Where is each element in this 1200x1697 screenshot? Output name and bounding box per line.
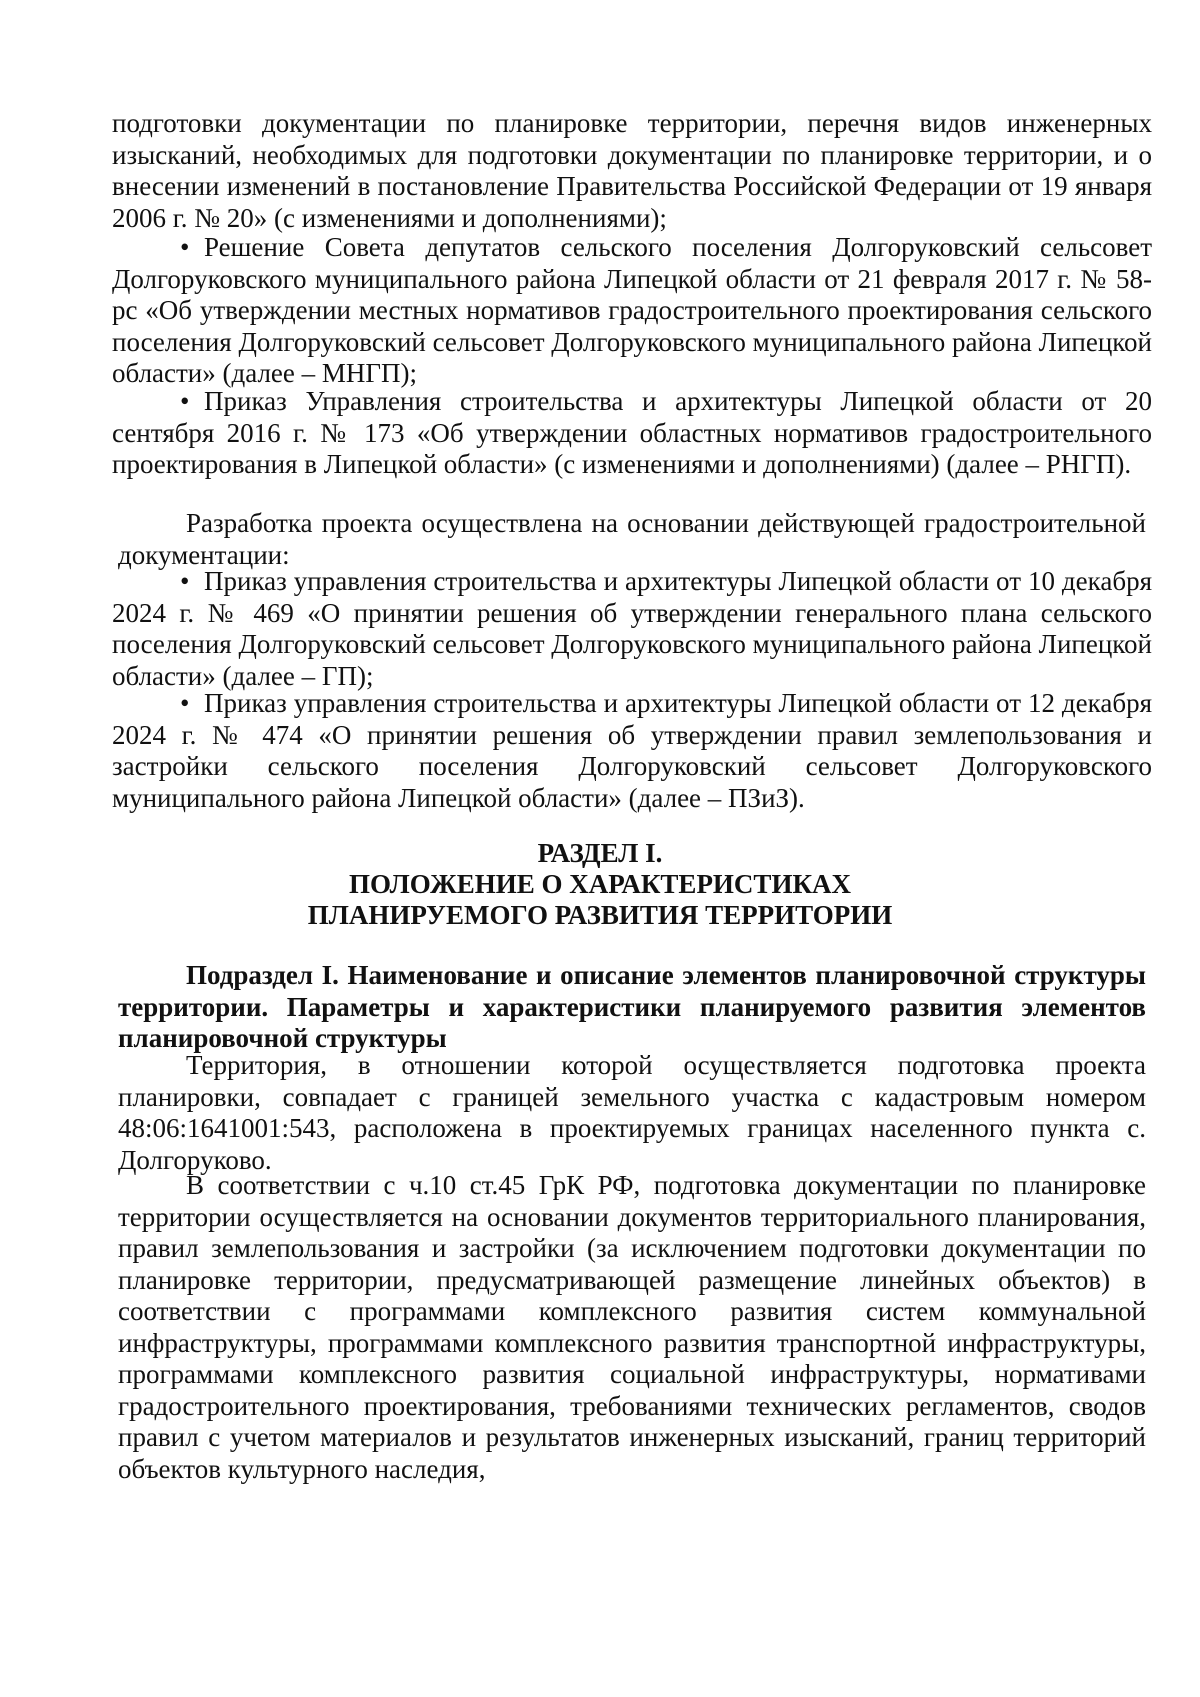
paragraph-development-basis: Разработка проекта осуществлена на основании действующей градостроительной документации: (118, 508, 1146, 570)
section-heading-line1: РАЗДЕЛ I. (537, 838, 663, 868)
list-item-text: Приказ управления строительства и архитектуры Липецкой области от 12 декабря 2024 г. № 474 «О принятии решения об утверждении правил землепользования и застройки сельского поселения Долгоруковский сельсовет Долгоруковского муниципального района Липецкой области» (далее – ПЗиЗ). (112, 688, 1152, 813)
paragraph-territory: Территория, в отношении которой осуществляется подготовка проекта планировки, совпадает с границей земельного участка с кадастровым номером 48:06:1641001:543, расположена в проектируемых границах населенного пункта с. Долгоруково. (118, 1050, 1146, 1175)
paragraph-continuation: подготовки документации по планировке территории, перечня видов инженерных изысканий, необходимых для подготовки документации по планировке территории, и о внесении изменений в постановление Правительства Российской Федерации от 19 января 2006 г. № 20» (с изменениями и дополнениями); (112, 108, 1152, 233)
bullet-icon: • (180, 688, 190, 718)
list-item-text: Решение Совета депутатов сельского поселения Долгоруковский сельсовет Долгоруковского муниципального района Липецкой области от 21 февраля 2017 г. № 58-рс «Об утверждении местных нормативов градостроительного проектирования сельского поселения Долгоруковский сельсовет Долгоруковского муниципального района Липецкой области» (далее – МНГП); (112, 232, 1153, 388)
list-item-decision (112, 232, 1152, 390)
bullet-icon: • (180, 386, 190, 416)
list-item-order-469 (112, 566, 1152, 692)
list-item-order-173 (112, 386, 1152, 481)
section-heading-line3: ПЛАНИРУЕМОГО РАЗВИТИЯ ТЕРРИТОРИИ (307, 900, 893, 930)
section-heading-line2: ПОЛОЖЕНИЕ О ХАРАКТЕРИСТИКАХ (348, 869, 852, 899)
list-item-order-474 (112, 688, 1152, 814)
paragraph-grk-rf: В соответствии с ч.10 ст.45 ГрК РФ, подготовка документации по планировке территории осуществляется на основании документов территориального планирования, правил землепользования и застройки (за исключением подготовки документации по планировке территории, предусматривающей размещение линейных объектов) в соответствии с программами комплексного развития систем коммунальной инфраструктуры, программами комплексного развития транспортной инфраструктуры, программами комплексного развития социальной инфраструктуры, нормативами градостроительного проектирования, требованиями технических регламентов, сводов правил с учетом материалов и результатов инженерных изысканий, границ территорий объектов культурного наследия, (118, 1170, 1146, 1484)
bullet-icon: • (180, 566, 190, 596)
list-item-text: Приказ управления строительства и архитектуры Липецкой области от 10 декабря 2024 г. № 469 «О принятии решения об утверждении генерального плана сельского поселения Долгоруковский сельсовет Долгоруковского муниципального района Липецкой области» (далее – ГП); (112, 566, 1153, 691)
subsection-heading: Подраздел I. Наименование и описание элементов планировочной структуры территории. Параметры и характеристики планируемого развития элементов планировочной структуры (118, 960, 1146, 1053)
list-item-text: Приказ Управления строительства и архитектуры Липецкой области от 20 сентября 2016 г. № 173 «Об утверждении областных нормативов градостроительного проектирования в Липецкой области» (с изменениями и дополнениями) (далее – РНГП). (112, 386, 1152, 479)
bullet-icon: • (180, 232, 190, 262)
